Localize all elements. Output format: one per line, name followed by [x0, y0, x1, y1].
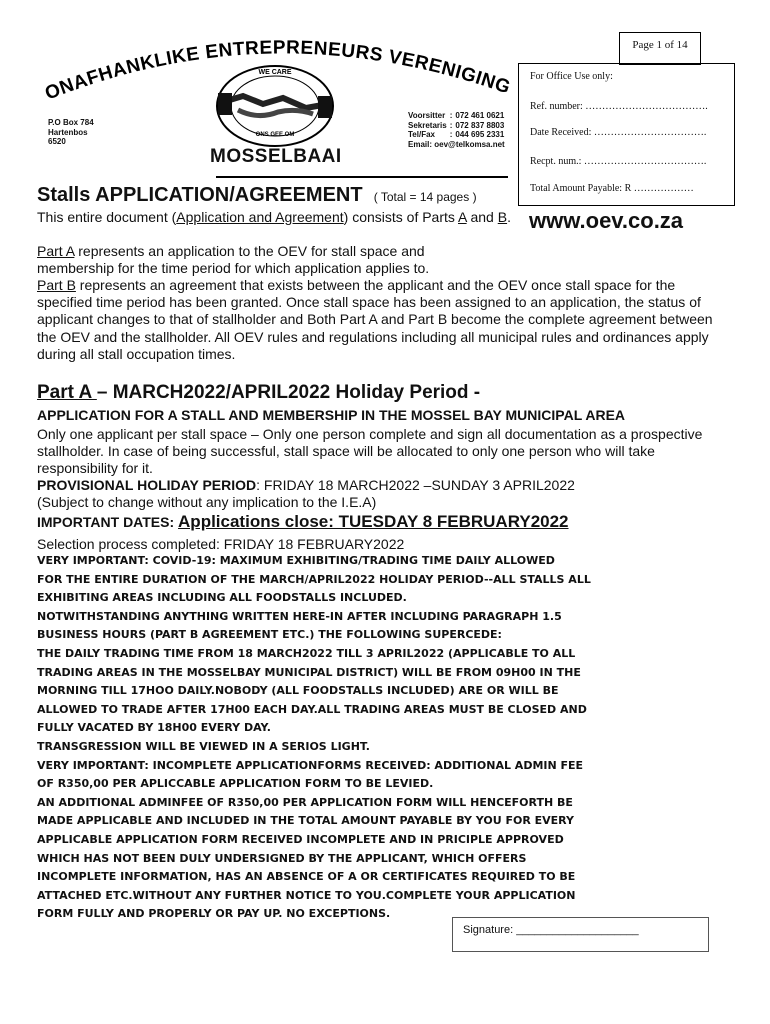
postal-address — [48, 118, 94, 147]
notice-line: ATTACHED ETC.WITHOUT ANY FURTHER NOTICE TO YOU.COMPLETE YOUR APPLICATION — [37, 888, 576, 902]
header-divider — [216, 176, 508, 178]
signature-label: Signature: — [463, 924, 517, 936]
notice-line: INCOMPLETE INFORMATION, HAS AN ABSENCE OF A OR CERTIFICATES REQUIRED TO BE — [37, 870, 576, 884]
notice-line: AN ADDITIONAL ADMINFEE OF R350,00 PER APPLICATION FORM WILL HENCEFORTH BE — [37, 795, 573, 809]
notice-line: FORM FULLY AND PROPERLY OR PAY UP. NO EXCEPTIONS. — [37, 907, 391, 921]
signature-box[interactable] — [452, 917, 709, 952]
logo-bottom-text: ONS GEE OM — [255, 132, 295, 138]
address-line: Hartenbos — [48, 127, 88, 137]
notice-line: VERY IMPORTANT: INCOMPLETE APPLICATIONFORMS RECEIVED: ADDITIONAL ADMIN FEE — [37, 758, 584, 772]
office-use-box — [518, 63, 735, 206]
notice-line: MORNING TILL 17HOO DAILY.NOBODY (ALL FOODSTALLS INCLUDED) ARE OR WILL BE — [37, 684, 559, 698]
one-applicant-text: Only one applicant per stall space – Only one person complete and sign all documentation as a prospective stallholder. In case of being successful, stall space will be allocated to only one person who will take responsibility for it. — [37, 426, 703, 477]
page-total-note: ( Total = 14 pages ) — [373, 190, 477, 204]
notice-line: TRANSGRESSION WILL BE VIEWED IN A SERIOS LIGHT. — [37, 739, 370, 753]
date-received-field: Date Received: ……………………………. — [530, 127, 707, 138]
document-title: Stalls APPLICATION/AGREEMENT ( Total = 14 pages ) — [37, 184, 477, 206]
address-line: P.O Box 784 — [48, 118, 94, 127]
part-b-description: Part B represents an agreement that exists between the applicant and the OEV once stall space for the specified time period has been granted. Once stall space has been assigned to an application, the status of applicant changes to that of stallholder and Both Part A and Part B become the complete agreement between the OEV and the stallholder. All OEV rules and regulations including all municipal rules and ordinances apply during all stall occupation times. — [37, 277, 713, 362]
contact-row: Voorsitter : 072 461 0621 — [408, 111, 505, 120]
intro-paragraph: This entire document (Application and Agreement) consists of Parts A and B. — [37, 209, 511, 225]
address-line: 6520 — [48, 137, 66, 146]
email: Email: oev@telkomsa.net — [408, 139, 505, 149]
notice-line: BUSINESS HOURS (PART B AGREEMENT ETC.) THE FOLLOWING SUPERCEDE: — [37, 628, 502, 642]
notice-line: FULLY VACATED BY 18H00 EVERY DAY. — [37, 721, 271, 735]
logo-top-text: WE CARE — [258, 69, 292, 76]
contact-row: Tel/Fax : 044 695 2331 — [408, 130, 505, 139]
notice-line: ALLOWED TO TRADE AFTER 17H00 EACH DAY.ALL TRADING AREAS MUST BE CLOSED AND — [37, 702, 587, 716]
receipt-number-field: Recpt. num.: ………………………………. — [530, 156, 707, 167]
ref-number-field: Ref. number: ………………………………. — [530, 101, 708, 112]
covid-notice — [37, 552, 637, 924]
part-a-heading: Part A – MARCH2022/APRIL2022 Holiday Period - — [37, 382, 481, 403]
notice-line: VERY IMPORTANT: COVID-19: MAXIMUM EXHIBITING/TRADING TIME DAILY ALLOWED — [37, 554, 555, 567]
selection-completed: Selection process completed: FRIDAY 18 FEBRUARY2022 — [37, 536, 405, 552]
notice-line: MADE APPLICABLE AND INCLUDED IN THE TOTAL AMOUNT PAYABLE BY YOU FOR EVERY — [37, 814, 575, 828]
org-name-arc: ONAFHANKLIKE ENTREPRENEURS VERENIGING — [42, 38, 514, 105]
provisional-period: PROVISIONAL HOLIDAY PERIOD: FRIDAY 18 MARCH2022 –SUNDAY 3 APRIL2022 — [37, 477, 575, 493]
total-payable-field: Total Amount Payable: R ……………… — [530, 183, 694, 194]
page-number: Page 1 of 14 — [632, 39, 688, 51]
notice-line: OF R350,00 PER APLICCABLE APPLICATION FORM TO BE LEVIED. — [37, 777, 434, 791]
notice-line: TRADING AREAS IN THE MOSSELBAY MUNICIPAL DISTRICT) WILL BE FROM 09H00 IN THE — [37, 665, 581, 679]
contact-details — [408, 111, 507, 149]
handshake-logo — [217, 66, 333, 146]
notice-line: EXHIBITING AREAS INCLUDING ALL FOODSTALLS INCLUDED. — [37, 591, 407, 605]
part-a-subheading: APPLICATION FOR A STALL AND MEMBERSHIP IN THE MOSSEL BAY MUNICIPAL AREA — [37, 407, 626, 423]
town-name: MOSSELBAAI — [210, 146, 342, 167]
notice-line: NOTWITHSTANDING ANYTHING WRITTEN HERE-IN AFTER INCLUDING PARAGRAPH 1.5 — [37, 609, 562, 623]
important-dates: IMPORTANT DATES: Applications close: TUESDAY 8 FEBRUARY2022 — [37, 512, 569, 531]
notice-line: WHICH HAS NOT BEEN DULY UNDERSIGNED BY THE APPLICANT, WHICH OFFERS — [37, 851, 527, 865]
part-a-description: Part A represents an application to the OEV for stall space and membership for the time period for which application applies to. — [37, 243, 430, 277]
notice-line: THE DAILY TRADING TIME FROM 18 MARCH2022 TILL 3 APRIL2022 (APPLICABLE TO ALL — [37, 646, 576, 660]
page-number-box — [619, 32, 701, 65]
website: www.oev.co.za — [529, 208, 684, 233]
notice-line: FOR THE ENTIRE DURATION OF THE MARCH/APRIL2022 HOLIDAY PERIOD--ALL STALLS ALL — [37, 572, 591, 586]
subject-to-change: (Subject to change without any implication to the I.E.A) — [37, 494, 377, 510]
notice-line: APPLICABLE APPLICATION FORM RECEIVED INCOMPLETE AND IN PRICIPLE APPROVED — [37, 832, 564, 846]
office-use-title: For Office Use only: — [530, 71, 613, 82]
signature-line[interactable]: ____________________ — [516, 924, 639, 936]
contact-row: Sekretaris : 072 837 8803 — [408, 120, 505, 130]
